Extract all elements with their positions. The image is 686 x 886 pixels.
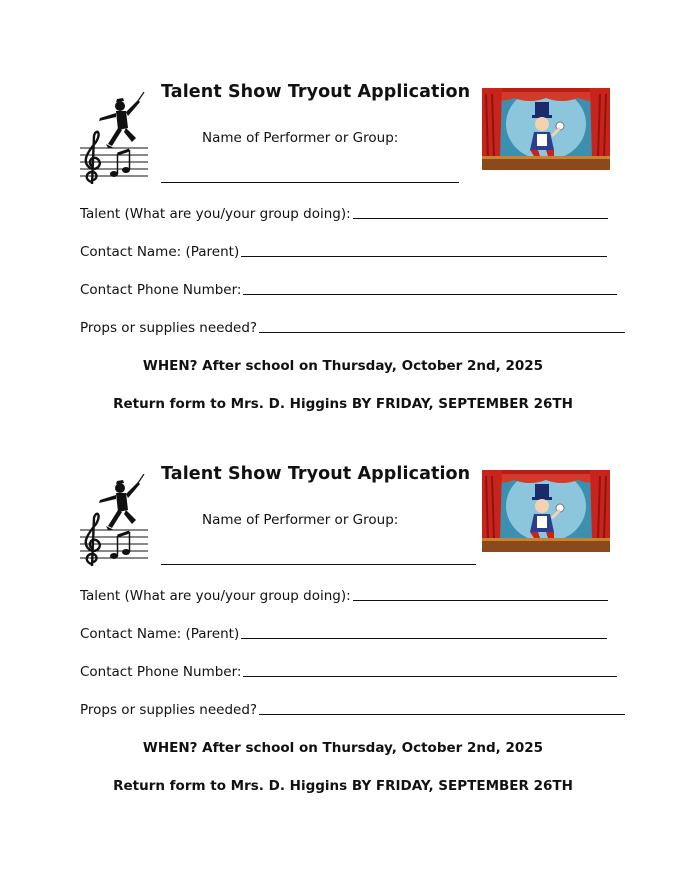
props-row (80, 702, 625, 718)
props-field[interactable] (259, 331, 625, 333)
contact-name-field[interactable] (241, 637, 607, 639)
contact-phone-row (80, 282, 617, 298)
contact-name-label: Contact Name: (Parent) (80, 626, 240, 642)
stage-performer-icon (482, 88, 610, 170)
contact-name-row (80, 244, 607, 260)
tryout-date-text: WHEN? After school on Thursday, October 2nd, 2025 (142, 740, 544, 756)
talent-row (80, 206, 608, 222)
talent-label: Talent (What are you/your group doing): (80, 588, 351, 604)
performer-name-label: Name of Performer or Group: (202, 512, 399, 528)
return-deadline-text: Return form to Mrs. D. Higgins BY FRIDAY, SEPTEMBER 26TH (113, 396, 573, 412)
return-deadline-text: Return form to Mrs. D. Higgins BY FRIDAY, SEPTEMBER 26TH (113, 778, 573, 794)
tryout-date-text: WHEN? After school on Thursday, October 2nd, 2025 (142, 358, 544, 374)
contact-name-row (80, 626, 607, 642)
contact-name-label: Contact Name: (Parent) (80, 244, 240, 260)
performer-name-field[interactable] (161, 564, 476, 565)
form-title: Talent Show Tryout Application (161, 82, 471, 102)
dancer-music-staff-icon (78, 92, 150, 184)
contact-phone-label: Contact Phone Number: (80, 282, 242, 298)
contact-phone-row (80, 664, 617, 680)
dancer-music-staff-icon (78, 474, 150, 566)
props-row (80, 320, 625, 336)
contact-phone-label: Contact Phone Number: (80, 664, 242, 680)
form-title: Talent Show Tryout Application (161, 464, 471, 484)
contact-phone-field[interactable] (243, 675, 617, 677)
performer-name-label: Name of Performer or Group: (202, 130, 399, 146)
application-form-2 (0, 382, 686, 794)
talent-field[interactable] (353, 217, 608, 219)
performer-name-field[interactable] (161, 182, 459, 183)
talent-label: Talent (What are you/your group doing): (80, 206, 351, 222)
stage-performer-icon (482, 470, 610, 552)
contact-phone-field[interactable] (243, 293, 617, 295)
props-field[interactable] (259, 713, 625, 715)
talent-field[interactable] (353, 599, 608, 601)
application-form-1 (0, 0, 686, 412)
props-label: Props or supplies needed? (80, 320, 258, 336)
contact-name-field[interactable] (241, 255, 607, 257)
props-label: Props or supplies needed? (80, 702, 258, 718)
talent-row (80, 588, 608, 604)
